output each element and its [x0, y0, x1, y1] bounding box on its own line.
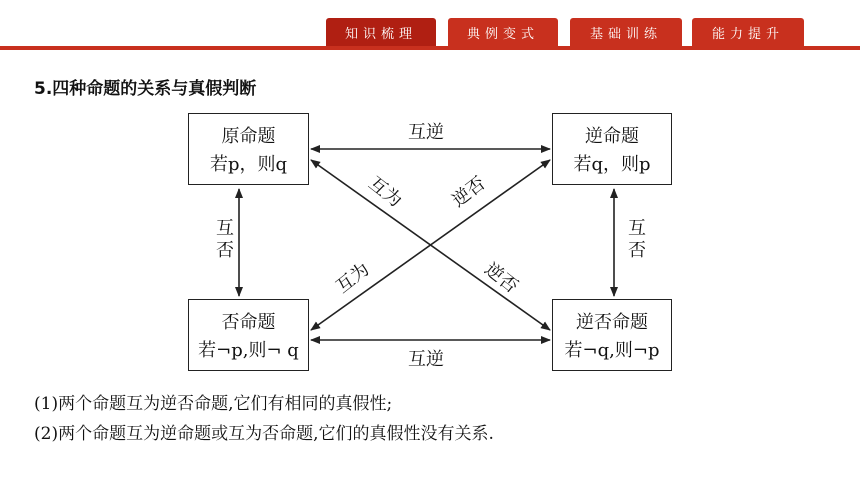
- tab-basic-training[interactable]: 基础训练: [570, 18, 682, 46]
- label-diag-upper-right: 逆否: [448, 172, 490, 212]
- section-title: 5.四种命题的关系与真假判断: [34, 79, 257, 99]
- contrapositive-proposition-name: 逆否命题: [576, 312, 648, 333]
- note-1: (1)两个命题互为逆否命题,它们有相同的真假性;: [34, 394, 393, 414]
- label-diag-lower-left: 互为: [332, 258, 374, 298]
- inverse-proposition-form: 若¬p,则¬ q: [198, 340, 299, 361]
- tab-examples[interactable]: 典例变式: [448, 18, 558, 46]
- label-diag-lower-right: 逆否: [480, 258, 522, 298]
- box-converse-proposition: [552, 113, 672, 185]
- original-proposition-name: 原命题: [221, 126, 276, 147]
- original-proposition-form: 若p，则q: [209, 154, 288, 175]
- converse-proposition-name: 逆命题: [585, 126, 639, 147]
- label-bottom-converse: 互逆: [408, 349, 444, 370]
- converse-proposition-form: 若q，则p: [573, 154, 651, 175]
- box-inverse-proposition: [188, 299, 309, 371]
- tab-knowledge-review[interactable]: 知识梳理: [326, 18, 436, 46]
- box-original-proposition: [188, 113, 309, 185]
- tab-ability-improvement[interactable]: 能力提升: [692, 18, 804, 46]
- contrapositive-proposition-form: 若¬q,则¬p: [564, 340, 660, 361]
- note-2: (2)两个命题互为逆命题或互为否命题,它们的真假性没有关系.: [34, 424, 494, 444]
- label-diag-upper-left: 互为: [364, 172, 406, 212]
- label-right-inverse: 互 否: [628, 218, 646, 261]
- inverse-proposition-name: 否命题: [221, 312, 276, 333]
- label-left-inverse: 互 否: [216, 218, 234, 261]
- label-top-converse: 互逆: [408, 122, 444, 143]
- box-contrapositive-proposition: [552, 299, 672, 371]
